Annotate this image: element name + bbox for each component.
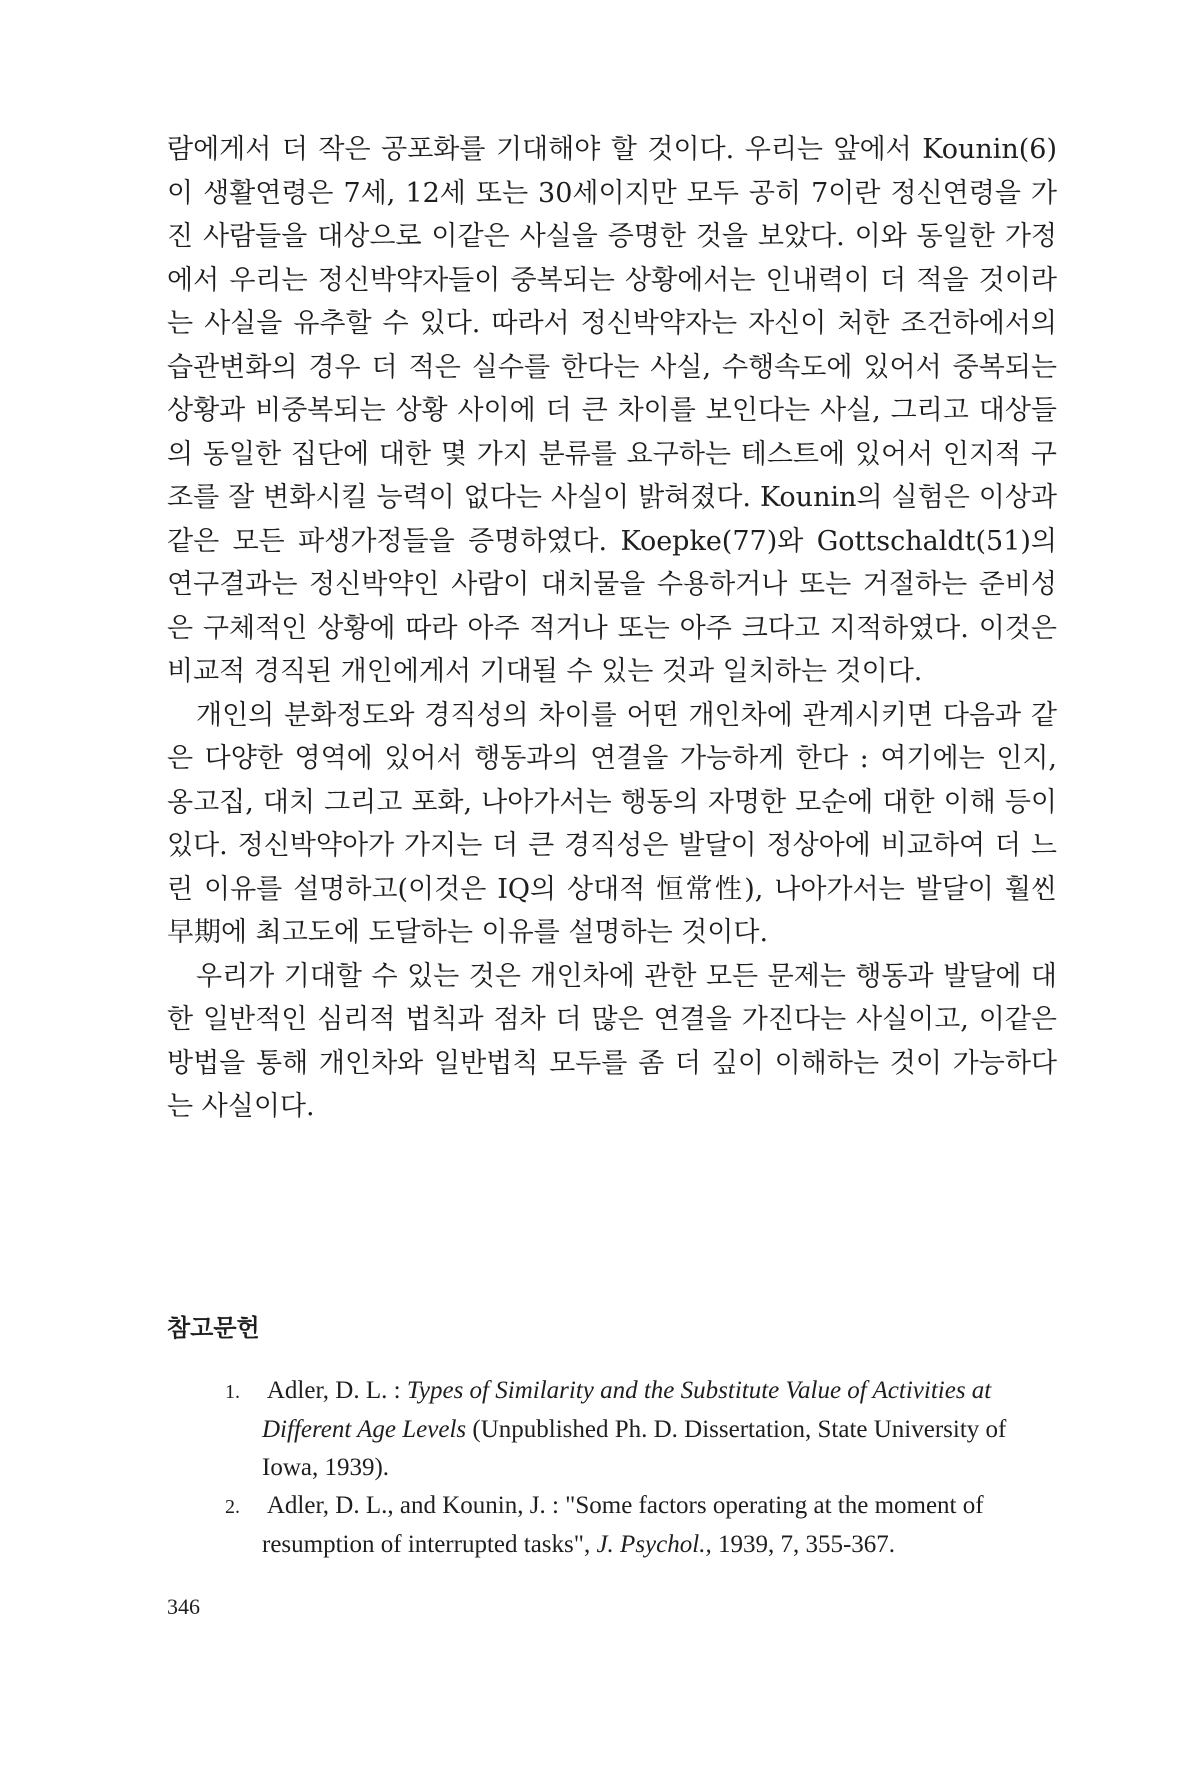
reference-number: 1. [225, 1381, 240, 1403]
reference-authors: Adler, D. L., and Kounin, J. : [266, 1492, 559, 1519]
references-list [167, 1372, 1057, 1564]
reference-details: (Unpublished Ph. D. Dissertation, State University of Iowa, 1939). [262, 1416, 1007, 1481]
reference-authors: Adler, D. L. : [266, 1377, 401, 1404]
reference-details: 1939, 7, 355-367. [717, 1531, 896, 1558]
reference-number: 2. [225, 1496, 240, 1518]
reference-item-2 [167, 1487, 1057, 1564]
body-text [167, 128, 1057, 1129]
page-number: 346 [167, 1594, 200, 1619]
paragraph-3: 우리가 기대할 수 있는 것은 개인차에 관한 모든 문제는 행동과 발달에 대한 일반적인 심리적 법칙과 점차 더 많은 연결을 가진다는 사실이고, 이같은 방법을 통해 개인차와 일반법칙 모두를 좀 더 깊이 이해하는 것이 가능하다는 사실이다. [167, 960, 1057, 1122]
paragraph-1: 람에게서 더 작은 공포화를 기대해야 할 것이다. 우리는 앞에서 Kounin(6)이 생활연령은 7세, 12세 또는 30세이지만 모두 공히 7이란 정신연령을 가진 사람들을 대상으로 이같은 사실을 증명한 것을 보았다. 이와 동일한 가정에서 우리는 정신박약자들이 중복되는 상황에서는 인내력이 더 적을 것이라는 사실을 유추할 수 있다. 따라서 정신박약자는 자신이 처한 조건하에서의 습관변화의 경우 더 적은 실수를 한다는 사실, 수행속도에 있어서 중복되는 상황과 비중복되는 상황 사이에 더 큰 차이를 보인다는 사실, 그리고 대상들의 동일한 집단에 대한 몇 가지 분류를 요구하는 테스트에 있어서 인지적 구조를 잘 변화시킬 능력이 없다는 사실이 밝혀졌다. Kounin의 실험은 이상과 같은 모든 파생가정들을 증명하였다. Koepke(77)와 Gottschaldt(51)의 연구결과는 정신박약인 사람이 대치물을 수용하거나 또는 거절하는 준비성은 구체적인 상황에 따라 아주 적거나 또는 아주 크다고 지적하였다. 이것은 비교적 경직된 개인에게서 기대될 수 있는 것과 일치하는 것이다. [167, 134, 1057, 687]
paragraph-2: 개인의 분화정도와 경직성의 차이를 어떤 개인차에 관계시키면 다음과 같은 다양한 영역에 있어서 행동과의 연결을 가능하게 한다 : 여기에는 인지, 옹고집, 대치 그리고 포화, 나아가서는 행동의 자명한 모순에 대한 이해 등이 있다. 정신박약아가 가지는 더 큰 경직성은 발달이 정상아에 비교하여 더 느린 이유를 설명하고(이것은 IQ의 상대적 恒常性), 나아가서는 발달이 훨씬 早期에 최고도에 도달하는 이유를 설명하는 것이다. [167, 699, 1057, 948]
reference-item-1 [167, 1372, 1057, 1487]
reference-title: Types of Similarity and the Substitute Value of Activities at Different Age Levels [262, 1377, 992, 1443]
reference-title: "Some factors operating at the moment of resumption of interrupted tasks", [262, 1492, 984, 1558]
reference-journal: J. Psychol., [596, 1531, 712, 1558]
references-heading: 참고문헌 [167, 1314, 260, 1342]
